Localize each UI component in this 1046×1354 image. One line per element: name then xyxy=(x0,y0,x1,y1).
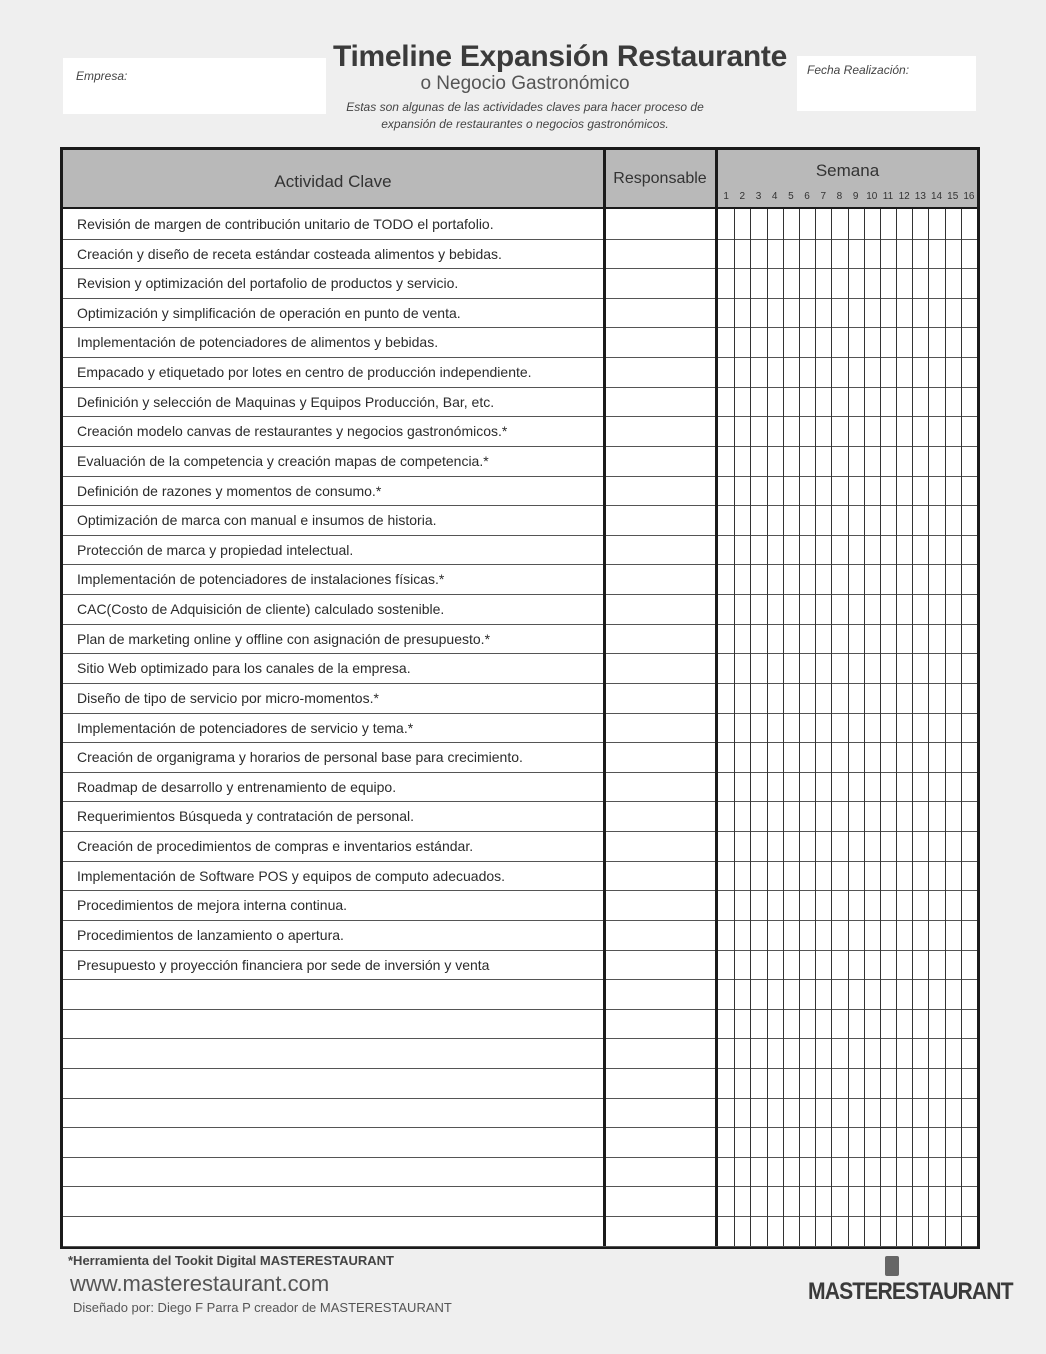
activity-row-label: Evaluación de la competencia y creación mapas de competencia.* xyxy=(77,452,489,469)
timeline-table xyxy=(60,147,980,1249)
row-divider xyxy=(63,1157,977,1158)
page-description: Estas son algunas de las actividades claves para hacer proceso de expansión de restaurantes o negocios gastronómicos. xyxy=(346,100,704,131)
row-divider xyxy=(63,1098,977,1099)
empresa-field[interactable] xyxy=(63,58,326,114)
row-divider xyxy=(63,683,977,684)
week-gridline xyxy=(831,209,832,1246)
weeks-column-header: Semana xyxy=(815,161,880,180)
row-divider xyxy=(63,1038,977,1039)
week-gridline xyxy=(880,209,881,1246)
row-divider xyxy=(63,742,977,743)
row-divider xyxy=(63,387,977,388)
week-gridline xyxy=(896,209,897,1246)
week-gridline xyxy=(928,209,929,1246)
week-number: 11 xyxy=(882,191,894,202)
row-divider xyxy=(63,1068,977,1069)
row-divider xyxy=(63,239,977,240)
activity-row-label: Implementación de Software POS y equipos de computo adecuados. xyxy=(77,867,506,884)
row-divider xyxy=(63,831,977,832)
week-number: 5 xyxy=(788,191,794,202)
activity-row-label: Optimización y simplificación de operación en punto de venta. xyxy=(77,304,461,321)
row-divider xyxy=(63,446,977,447)
row-divider xyxy=(63,416,977,417)
divider-header xyxy=(63,207,977,209)
row-divider xyxy=(63,535,977,536)
activity-row-label: Creación de procedimientos de compras e inventarios estándar. xyxy=(77,838,474,855)
divider-responsible xyxy=(603,150,606,1246)
activity-row-label: Creación de organigrama y horarios de personal base para crecimiento. xyxy=(77,749,523,766)
activity-row-label: Diseño de tipo de servicio por micro-momentos.* xyxy=(77,689,379,706)
row-divider xyxy=(63,476,977,477)
row-divider xyxy=(63,268,977,269)
empresa-label: Empresa: xyxy=(76,69,128,83)
row-divider xyxy=(63,327,977,328)
activity-row-label: Roadmap de desarrollo y entrenamiento de equipo. xyxy=(77,778,397,795)
week-gridline xyxy=(961,209,962,1246)
row-divider xyxy=(63,594,977,595)
row-divider xyxy=(63,624,977,625)
row-divider xyxy=(63,920,977,921)
activity-row-label: Empacado y etiquetado por lotes en centro de producción independiente. xyxy=(77,364,532,381)
week-number: 13 xyxy=(914,191,926,202)
week-gridline xyxy=(734,209,735,1246)
footer-credit: Diseñado por: Diego F Parra P creador de MASTERESTAURANT xyxy=(73,1300,452,1315)
week-number: 15 xyxy=(947,191,959,202)
week-gridline xyxy=(912,209,913,1246)
activity-row-label: Sitio Web optimizado para los canales de la empresa. xyxy=(77,660,411,677)
divider-weeks xyxy=(715,150,718,1246)
brand-logo: MASTERESTAURANT xyxy=(808,1278,1013,1305)
week-number: 2 xyxy=(739,191,746,202)
activity-row-label: CAC(Costo de Adquisición de cliente) calculado sostenible. xyxy=(77,601,445,618)
row-divider xyxy=(63,357,977,358)
activity-row-label: Optimización de marca con manual e insumos de historia. xyxy=(77,512,437,529)
row-divider xyxy=(63,1009,977,1010)
week-gridline xyxy=(864,209,865,1246)
footer-note: *Herramienta del Tookit Digital MASTERESTAURANT xyxy=(68,1253,394,1268)
week-gridline xyxy=(799,209,800,1246)
activity-row-label: Implementación de potenciadores de instalaciones físicas.* xyxy=(77,571,445,588)
row-divider xyxy=(63,653,977,654)
week-number: 9 xyxy=(852,191,859,202)
activity-row-label: Creación y diseño de receta estándar costeada alimentos y bebidas. xyxy=(77,245,502,262)
activity-row-label: Procedimientos de lanzamiento o apertura. xyxy=(77,926,344,943)
activity-row-label: Plan de marketing online y offline con asignación de presupuesto.* xyxy=(77,630,491,647)
logo-chef-icon xyxy=(885,1256,899,1276)
week-number: 6 xyxy=(804,191,810,202)
activity-row-label: Presupuesto y proyección financiera por sede de inversión y venta xyxy=(77,956,490,973)
activity-row-label: Definición y selección de Maquinas y Equipos Producción, Bar, etc. xyxy=(77,393,495,410)
row-divider xyxy=(63,713,977,714)
row-divider xyxy=(63,564,977,565)
row-divider xyxy=(63,979,977,980)
activity-row-label: Implementación de potenciadores de servicio y tema.* xyxy=(77,719,414,736)
activity-row-label: Procedimientos de mejora interna continua. xyxy=(77,897,348,914)
row-divider xyxy=(63,1216,977,1217)
week-number: 12 xyxy=(898,191,910,202)
row-divider xyxy=(63,861,977,862)
row-divider xyxy=(63,950,977,951)
activity-row-label: Protección de marca y propiedad intelectual. xyxy=(77,541,354,558)
activity-row-label: Revision y optimización del portafolio de productos y servicio. xyxy=(77,275,459,292)
week-number: 4 xyxy=(771,191,778,202)
fecha-label: Fecha Realización: xyxy=(807,63,910,77)
page-subtitle: o Negocio Gastronómico xyxy=(420,73,630,94)
week-number: 16 xyxy=(963,191,975,202)
activity-row-label: Definición de razones y momentos de consumo.* xyxy=(77,482,382,499)
week-number: 1 xyxy=(723,191,729,202)
week-gridline xyxy=(945,209,946,1246)
week-gridline xyxy=(767,209,768,1246)
week-gridline xyxy=(783,209,784,1246)
week-number: 10 xyxy=(866,191,878,202)
week-number: 14 xyxy=(930,191,943,202)
week-gridline xyxy=(750,209,751,1246)
activity-column-header: Actividad Clave xyxy=(274,172,392,191)
week-number: 7 xyxy=(820,191,826,202)
activity-row-label: Creación modelo canvas de restaurantes y negocios gastronómicos.* xyxy=(77,423,508,440)
activity-row-label: Implementación de potenciadores de alimentos y bebidas. xyxy=(77,334,439,351)
week-number: 8 xyxy=(836,191,843,202)
week-gridline xyxy=(815,209,816,1246)
row-divider xyxy=(63,1186,977,1187)
row-divider xyxy=(63,298,977,299)
page-title: Timeline Expansión Restaurante xyxy=(333,40,787,73)
row-divider xyxy=(63,890,977,891)
week-number: 3 xyxy=(755,191,762,202)
footer-url[interactable]: www.masterestaurant.com xyxy=(70,1271,330,1296)
row-divider xyxy=(63,1246,977,1247)
row-divider xyxy=(63,505,977,506)
row-divider xyxy=(63,1127,977,1128)
activity-row-label: Revisión de margen de contribución unitario de TODO el portafolio. xyxy=(77,216,494,232)
row-divider xyxy=(63,772,977,773)
fecha-field[interactable] xyxy=(797,56,976,111)
responsible-column-header: Responsable xyxy=(613,170,707,187)
week-gridline xyxy=(848,209,849,1246)
activity-row-label: Requerimientos Búsqueda y contratación de personal. xyxy=(77,808,414,825)
row-divider xyxy=(63,801,977,802)
